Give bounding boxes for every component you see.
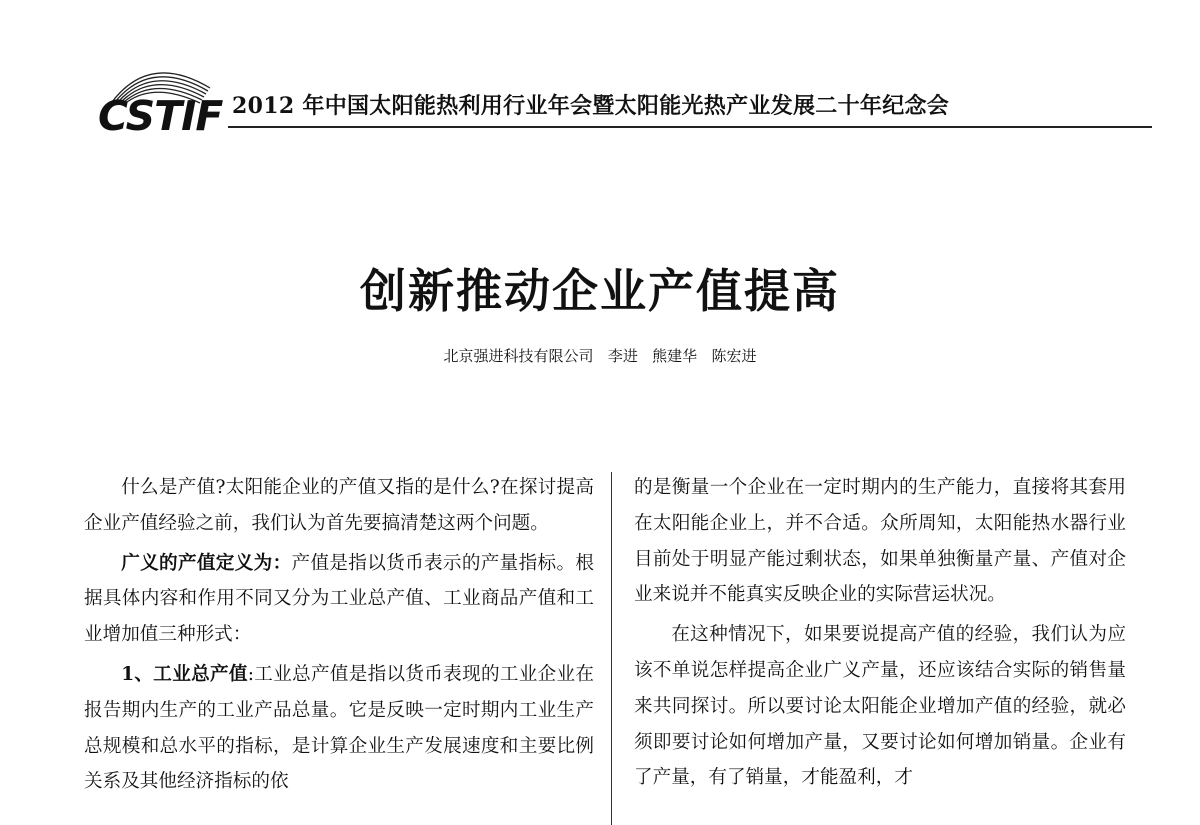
paragraph-text: :工业总产值是指以货币表现的工业企业在报告期内生产的工业产品总量。它是反映一定时期内工业生产总规模和总水平的指标，是计算企业生产发展速度和主要比例关系及其他经济指标的依 — [84, 663, 594, 793]
article-title: 创新推动企业产值提高 — [360, 264, 840, 318]
paragraph — [84, 546, 594, 653]
header-divider — [228, 126, 1152, 128]
paragraph: 的是衡量一个企业在一定时期内的生产能力，直接将其套用在太阳能企业上，并不合适。众所周知，太阳能热水器行业目前处于明显产能过剩状态，如果单独衡量产量、产值对企业来说并不能真实反映企业的实际营运状况。 — [634, 477, 1126, 606]
paragraph-text: 产值是指以货币表示的产量指标。根据具体内容和作用不同又分为工业总产值、工业商品产值和工业增加值三种形式： — [84, 552, 594, 646]
bold-lead: 1、工业总产值 — [121, 663, 248, 685]
paragraph — [84, 657, 594, 800]
left-column — [84, 470, 594, 800]
cstif-logo — [98, 58, 223, 140]
article-authors: 北京强进科技有限公司 李进 熊建华 陈宏进 — [443, 347, 757, 365]
logo-text: CSTIF — [98, 92, 223, 140]
paragraph: 在这种情况下，如果要说提高产值的经验，我们认为应该不单说怎样提高企业广义产量，还应该结合实际的销售量来共同探讨。所以要讨论太阳能企业增加产值的经验，就必须即要讨论如何增加产量，又要讨论如何增加销量。企业有了产量，有了销量，才能盈利，才 — [634, 624, 1126, 789]
conference-title: 2012 年中国太阳能热利用行业年会暨太阳能光热产业发展二十年纪念会 — [232, 93, 950, 119]
right-column — [634, 470, 1126, 796]
bold-lead: 广义的产值定义为： — [121, 552, 292, 574]
column-divider — [611, 472, 612, 825]
paragraph: 什么是产值?太阳能企业的产值又指的是什么?在探讨提高企业产值经验之前，我们认为首先要搞清楚这两个问题。 — [84, 477, 594, 534]
